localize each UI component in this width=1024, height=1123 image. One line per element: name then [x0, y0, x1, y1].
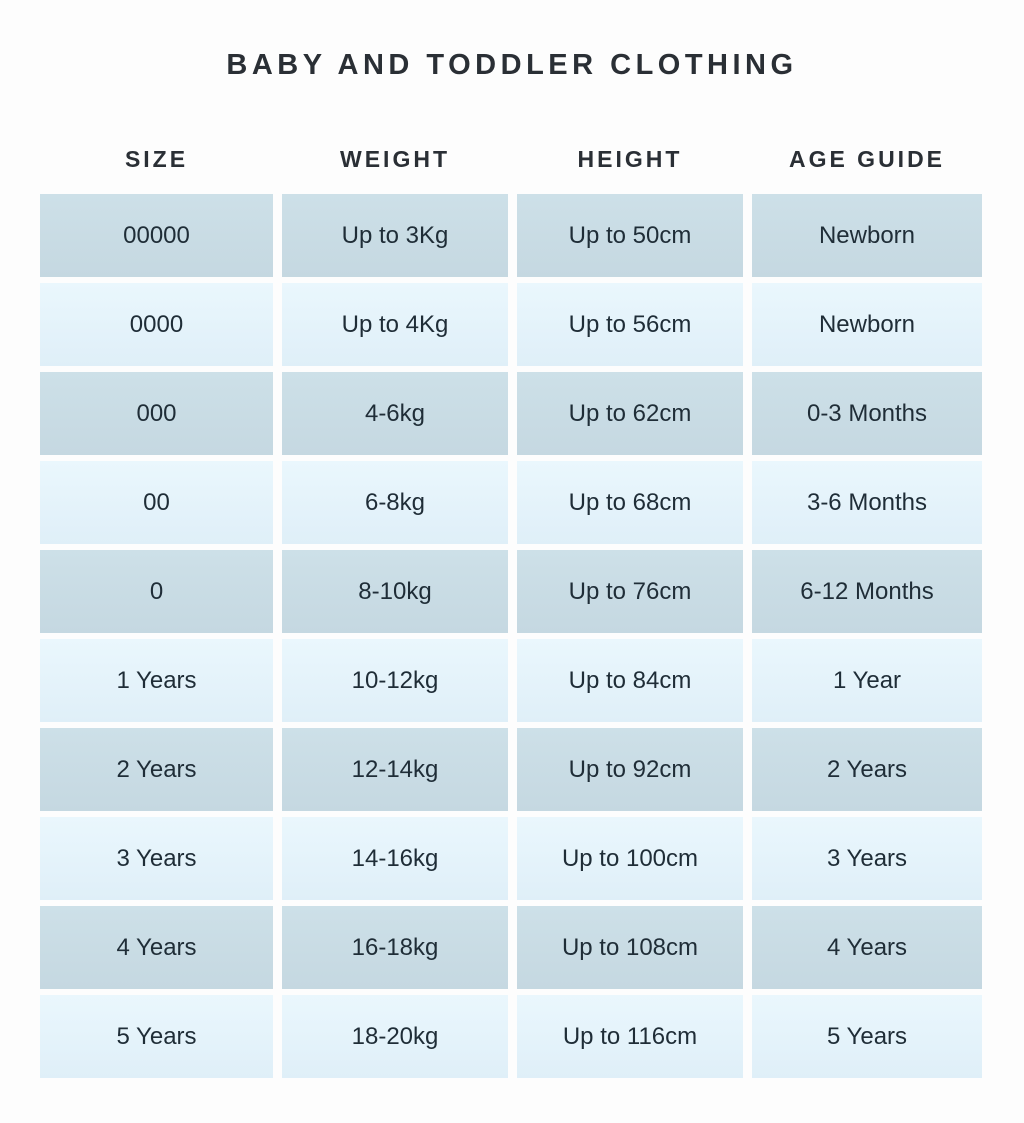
table-cell-height: Up to 92cm	[517, 728, 743, 811]
table-cell-height: Up to 116cm	[517, 995, 743, 1078]
table-cell-weight: 12-14kg	[282, 728, 508, 811]
table-cell-size: 00000	[40, 194, 273, 277]
table-cell-height: Up to 84cm	[517, 639, 743, 722]
column-header-height: HEIGHT	[577, 146, 683, 172]
table-cell-age: Newborn	[752, 283, 982, 366]
table-cell-size: 2 Years	[40, 728, 273, 811]
table-cell-age: 6-12 Months	[752, 550, 982, 633]
table-cell-height: Up to 62cm	[517, 372, 743, 455]
table-header-row	[40, 146, 984, 172]
table-cell-age: Newborn	[752, 194, 982, 277]
table-cell-weight: 14-16kg	[282, 817, 508, 900]
table-cell-age: 5 Years	[752, 995, 982, 1078]
table-cell-age: 3-6 Months	[752, 461, 982, 544]
table-cell-size: 0	[40, 550, 273, 633]
table-cell-weight: 16-18kg	[282, 906, 508, 989]
column-header-weight: WEIGHT	[340, 146, 450, 172]
table-cell-size: 1 Years	[40, 639, 273, 722]
table-cell-weight: 6-8kg	[282, 461, 508, 544]
size-table	[40, 194, 984, 1078]
table-cell-size: 00	[40, 461, 273, 544]
table-cell-age: 1 Year	[752, 639, 982, 722]
table-cell-size: 4 Years	[40, 906, 273, 989]
table-cell-height: Up to 56cm	[517, 283, 743, 366]
table-cell-weight: Up to 4Kg	[282, 283, 508, 366]
table-cell-weight: 4-6kg	[282, 372, 508, 455]
table-cell-weight: 8-10kg	[282, 550, 508, 633]
table-cell-height: Up to 108cm	[517, 906, 743, 989]
table-cell-height: Up to 68cm	[517, 461, 743, 544]
table-cell-size: 3 Years	[40, 817, 273, 900]
table-cell-size: 5 Years	[40, 995, 273, 1078]
table-cell-age: 4 Years	[752, 906, 982, 989]
table-cell-age: 3 Years	[752, 817, 982, 900]
table-cell-height: Up to 100cm	[517, 817, 743, 900]
column-header-age-guide: AGE GUIDE	[788, 146, 946, 172]
table-cell-age: 2 Years	[752, 728, 982, 811]
table-cell-height: Up to 50cm	[517, 194, 743, 277]
table-cell-weight: Up to 3Kg	[282, 194, 508, 277]
table-cell-weight: 10-12kg	[282, 639, 508, 722]
table-cell-weight: 18-20kg	[282, 995, 508, 1078]
page-title: BABY AND TODDLER CLOTHING	[226, 49, 798, 81]
table-cell-size: 000	[40, 372, 273, 455]
table-cell-size: 0000	[40, 283, 273, 366]
column-header-size: SIZE	[124, 146, 189, 172]
table-cell-age: 0-3 Months	[752, 372, 982, 455]
table-cell-height: Up to 76cm	[517, 550, 743, 633]
